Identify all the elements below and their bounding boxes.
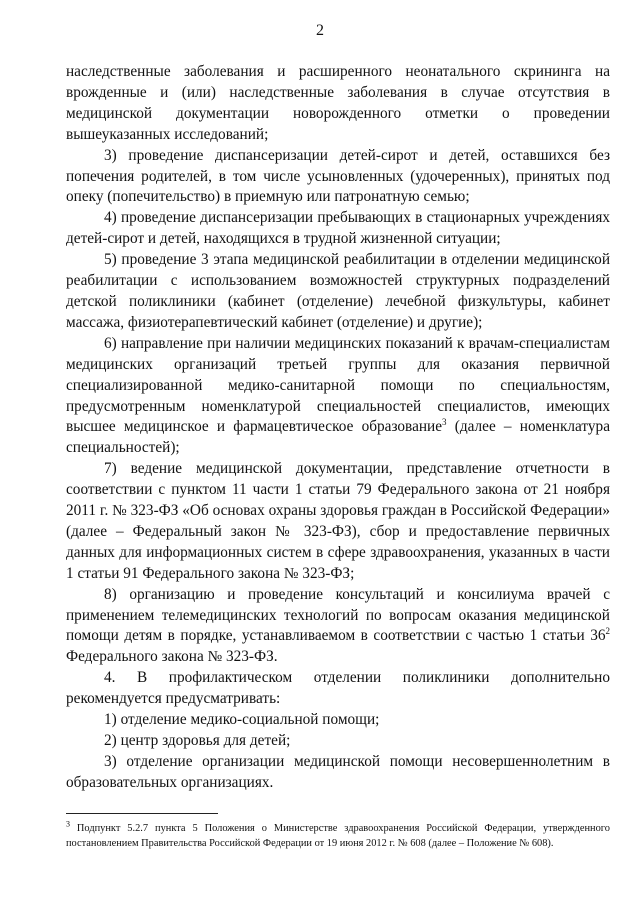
document-body — [66, 62, 610, 794]
list-item-3: 3) проведение диспансеризации детей-сирот и детей, оставшихся без попечения родителей, в том числе усыновленных (удочеренных), принятых под опеку (попечительство) в приемную или патронатную семью; — [66, 146, 610, 206]
list-item-5: 5) проведение 3 этапа медицинской реабилитации в отделении медицинской реабилитации с использованием возможностей структурных подразделений детской поликлиники (кабинет (отделение) лечебной физкультуры, кабинет массажа, физиотерапевтический кабинет (отделение) и другие); — [66, 251, 610, 331]
footnote-ref: 3 — [442, 417, 447, 428]
section-4-intro: 4. В профилактическом отделении поликлиники дополнительно рекомендуется предусматривать: — [66, 669, 610, 708]
list-item-4: 4) проведение диспансеризации пребывающих в стационарных учреждениях детей-сирот и детей, находящихся в трудной жизненной ситуации; — [66, 209, 610, 248]
footnote — [66, 819, 610, 851]
paragraph-continuation: наследственные заболевания и расширенного неонатального скрининга на врожденные и (или) наследственные заболевания в случае отсутствия в медицинской документации новорожденного отметки о проведении вышеуказанных исследований; — [66, 63, 610, 143]
footnote-mark: 3 — [66, 819, 70, 829]
section-4-item-2: 2) центр здоровья для детей; — [104, 732, 291, 749]
article-superscript: 2 — [605, 626, 610, 637]
list-item-7: 7) ведение медицинской документации, представление отчетности в соответствии с пунктом 11 части 1 статьи 79 Федерального закона от 21 ноября 2011 г. № 323-ФЗ «Об основах охраны здоровья граждан в Российской Федерации» (далее – Федеральный закон № 323-ФЗ), сбор и предоставление первичных данных для информационных систем в сфере здравоохранения, указанных в части 1 статьи 91 Федерального закона № 323-ФЗ; — [66, 460, 610, 582]
section-4-item-3: 3) отделение организации медицинской помощи несовершеннолетним в образовательных организациях. — [66, 752, 610, 791]
page-number: 2 — [316, 22, 324, 39]
footnote-divider — [66, 813, 218, 814]
footnote-text: Подпункт 5.2.7 пункта 5 Положения о Министерстве здравоохранения Российской Федерации, утвержденного постановлением Правительства Российской Федерации от 19 июня 2012 г. № 608 (далее – Положение № 608). — [66, 823, 610, 849]
section-4-item-1: 1) отделение медико-социальной помощи; — [104, 711, 380, 729]
list-item-8: 8) организацию и проведение консультаций и консилиума врачей с применением телемедицинских технологий по вопросам оказания медицинской помощи детям в порядке, устанавливаемом в соответствии с частью 1 статьи $36^2$ Федерального закона № 323-ФЗ. — [66, 585, 610, 666]
list-item-6: 6) направление при наличии медицинских показаний к врачам-специалистам медицинских организаций третьей группы для оказания первичной специализированной медико-санитарной помощи по специальностям, предусмотренным номенклатурой специальностей специалистов, имеющих высшее медицинское и фармацевтическое образование$^3$ (далее – номенклатура специальностей); — [66, 334, 610, 457]
